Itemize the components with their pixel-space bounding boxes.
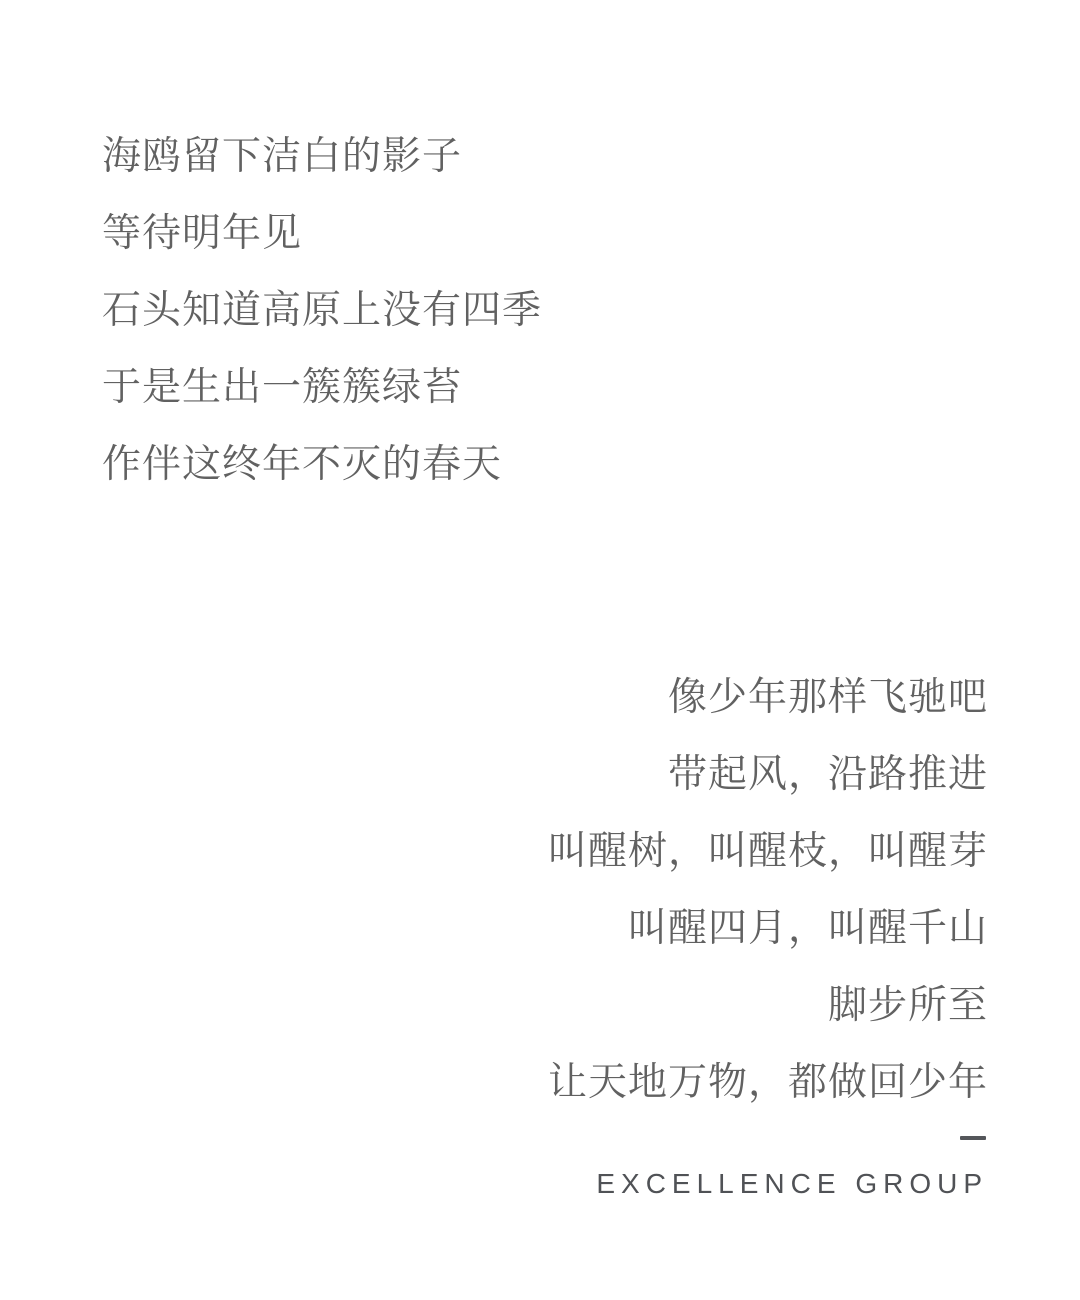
poem-line: 叫醒四月，叫醒千山 xyxy=(627,907,988,950)
poem-line: 脚步所至 xyxy=(827,984,988,1027)
poem-line: 像少年那样飞驰吧 xyxy=(667,676,988,719)
poem-line: 等待明年见 xyxy=(102,212,303,255)
brand-name: EXCELLENCE GROUP xyxy=(596,1168,988,1199)
poem-line: 带起风，沿路推进 xyxy=(667,753,988,796)
poem-stanza-left xyxy=(102,118,542,503)
poem-line: 于是生出一簇簇绿苔 xyxy=(102,366,463,409)
poem-line: 海鸥留下洁白的影子 xyxy=(102,135,463,178)
poem-line: 叫醒树，叫醒枝，叫醒芽 xyxy=(547,830,988,873)
poem-line: 作伴这终年不灭的春天 xyxy=(102,443,503,486)
divider-dash xyxy=(960,1136,986,1140)
poem-line: 让天地万物，都做回少年 xyxy=(547,1061,988,1104)
poem-stanza-right xyxy=(548,659,988,1121)
poem-line: 石头知道高原上没有四季 xyxy=(102,289,543,332)
footer-signature xyxy=(596,1118,988,1198)
